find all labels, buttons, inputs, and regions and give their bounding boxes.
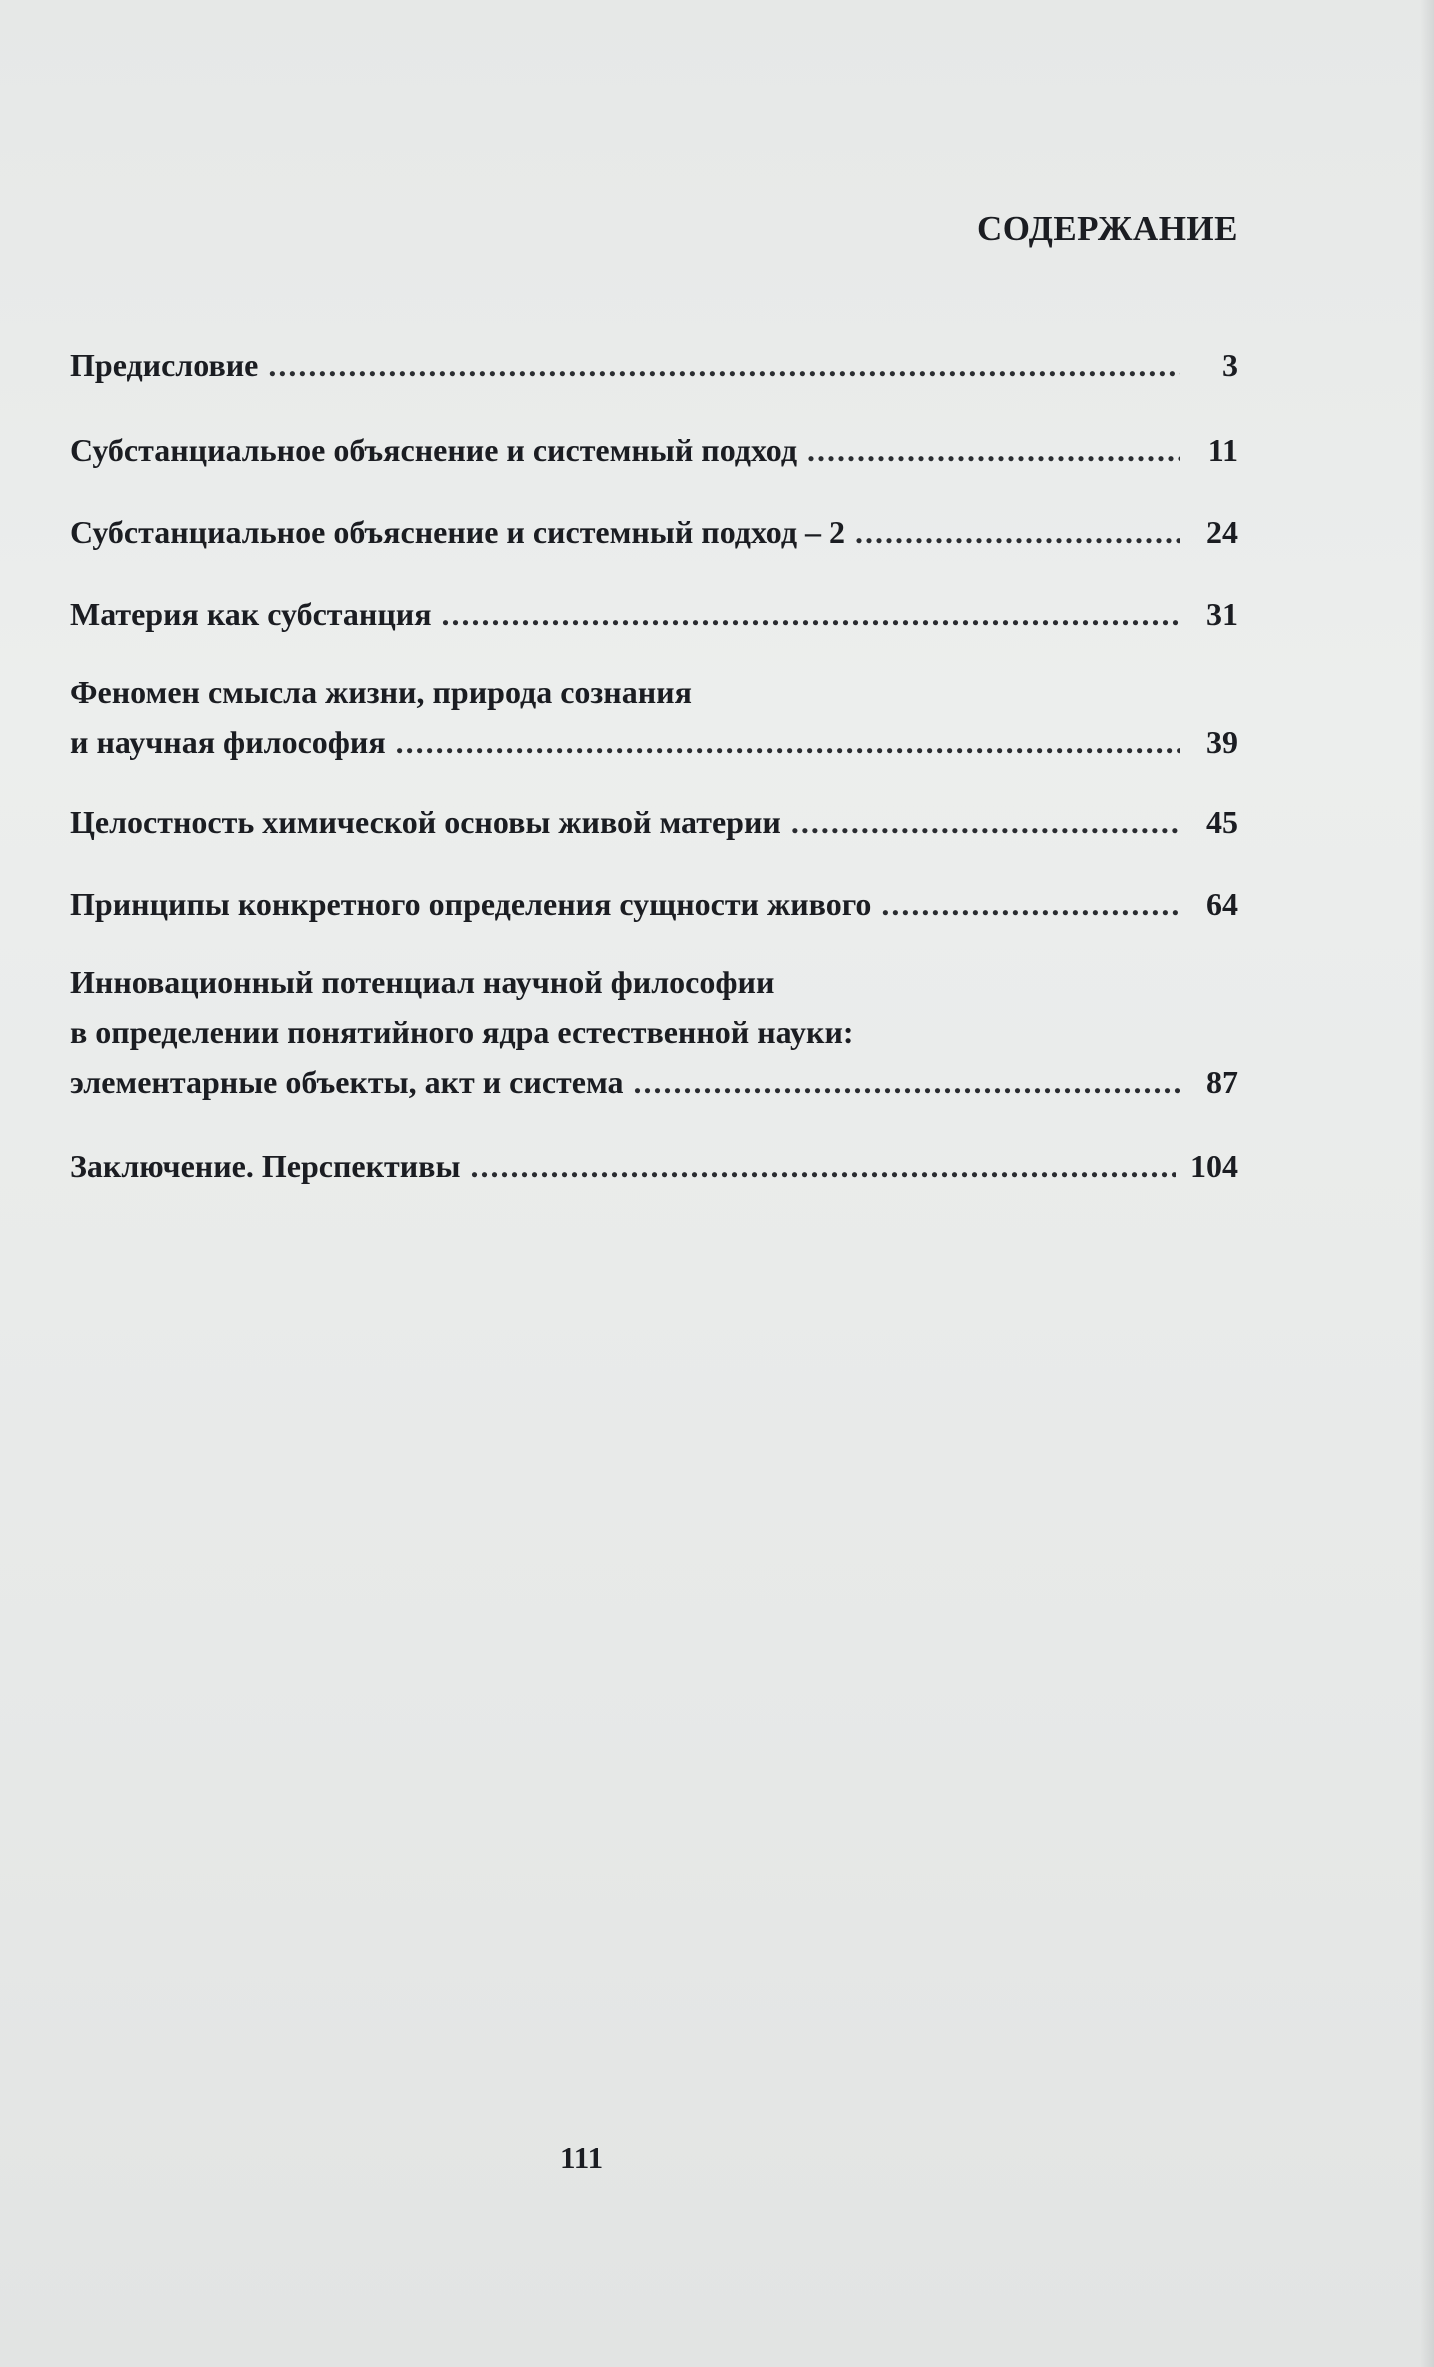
toc-entry-meaning-of-life[interactable] bbox=[70, 667, 1238, 767]
toc-entry-title-line: Инновационный потенциал научной философии bbox=[70, 964, 775, 1000]
toc-entry-page: 3 bbox=[1222, 347, 1238, 383]
toc-entry-title: и научная философия bbox=[70, 724, 386, 760]
toc-entry-innovation-potential[interactable] bbox=[70, 957, 1238, 1107]
toc-entry-title: Предисловие bbox=[70, 347, 259, 383]
toc-entry-page: 104 bbox=[1190, 1148, 1238, 1184]
toc-entry-essence-of-living[interactable] bbox=[70, 879, 1238, 929]
page-title: СОДЕРЖАНИЕ bbox=[976, 209, 1238, 248]
toc-entry-page: 24 bbox=[1206, 514, 1238, 550]
toc-entry-page: 31 bbox=[1206, 596, 1238, 632]
toc-entry-title-line: Феномен смысла жизни, природа сознания bbox=[70, 674, 692, 710]
dot-leader bbox=[807, 425, 1180, 475]
dot-leader bbox=[881, 879, 1180, 929]
toc-entry-title: Принципы конкретного определения сущности живого bbox=[70, 886, 872, 922]
toc-entry-page: 39 bbox=[1206, 724, 1238, 760]
toc-entry-page: 45 bbox=[1206, 804, 1238, 840]
toc-entry-chemical-basis[interactable] bbox=[70, 797, 1238, 847]
dot-leader bbox=[396, 717, 1180, 767]
toc-entry-page: 11 bbox=[1207, 432, 1238, 468]
dot-leader bbox=[470, 1141, 1176, 1191]
toc-entry-page: 64 bbox=[1206, 886, 1238, 922]
toc-entry-title: Субстанциальное объяснение и системный подход – 2 bbox=[70, 514, 846, 550]
toc-entry-title: Материя как субстанция bbox=[70, 596, 432, 632]
toc-entry-preface[interactable] bbox=[70, 340, 1238, 390]
toc-entry-conclusion[interactable] bbox=[70, 1141, 1238, 1191]
dot-leader bbox=[268, 340, 1180, 390]
toc-entry-substantial-explanation[interactable] bbox=[70, 425, 1238, 475]
toc-entry-title: Заключение. Перспективы bbox=[70, 1148, 461, 1184]
toc-entry-title-line: в определении понятийного ядра естественной науки: bbox=[70, 1014, 854, 1050]
dot-leader bbox=[442, 589, 1180, 639]
toc-entry-substantial-explanation-2[interactable] bbox=[70, 507, 1238, 557]
toc-entry-page: 87 bbox=[1206, 1064, 1238, 1100]
dot-leader bbox=[855, 507, 1180, 557]
page-edge-shadow bbox=[1420, 0, 1434, 2367]
dot-leader bbox=[634, 1057, 1180, 1107]
dot-leader bbox=[791, 797, 1180, 847]
toc-entry-title: элементарные объекты, акт и система bbox=[70, 1064, 624, 1100]
page-number: 111 bbox=[560, 2140, 604, 2175]
toc-entry-matter-as-substance[interactable] bbox=[70, 589, 1238, 639]
toc-entry-title: Целостность химической основы живой материи bbox=[70, 804, 781, 840]
toc-entry-title: Субстанциальное объяснение и системный подход bbox=[70, 432, 798, 468]
